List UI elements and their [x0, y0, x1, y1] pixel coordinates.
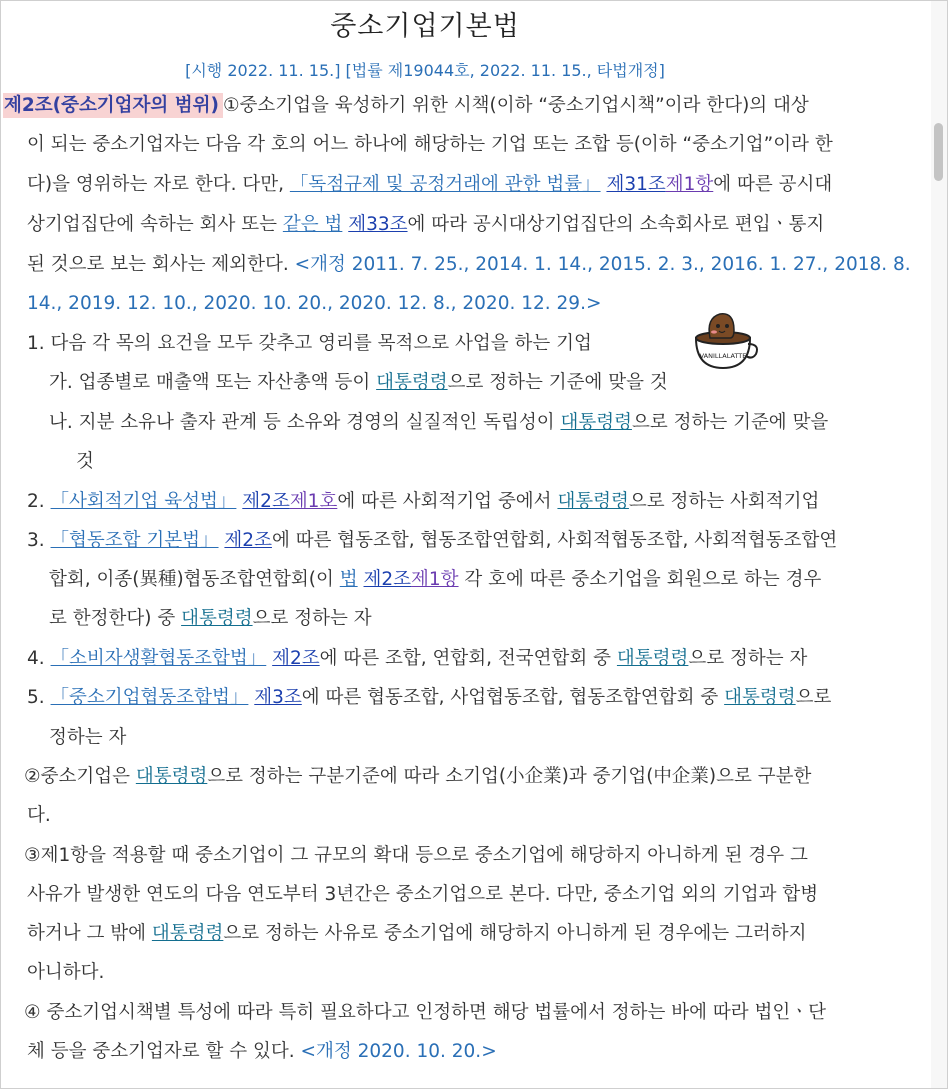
article-title: 제2조(중소기업자의 범위): [3, 93, 223, 118]
law-link-cooperatives[interactable]: 「협동조합 기본법」: [50, 530, 219, 551]
decree-link[interactable]: 대통령령: [616, 648, 689, 669]
amendment-history: <개정 2011. 7. 25., 2014. 1. 14., 2015. 2. 3., 2016. 1. 27., 2018. 8.: [294, 254, 911, 275]
paragraph-1-line-2: 이 되는 중소기업자는 다음 각 호의 어느 하나에 해당하는 기업 또는 조합 등(이하 “중소기업”이라 한: [27, 134, 833, 155]
article-link-2[interactable]: 제2조: [242, 491, 290, 512]
article-link-2[interactable]: 제2조: [272, 648, 320, 669]
paragraph-3-line-3: 하거나 그 밖에 대통령령으로 정하는 사유로 중소기업에 해당하지 아니하게 된 경우에는 그러하지: [27, 923, 807, 944]
item-5-cont: 정하는 자: [49, 727, 127, 748]
enforcement-info: [시행 2022. 11. 15.] [법률 제19044호, 2022. 11. 15., 타법개정]: [185, 61, 665, 80]
law-title: 중소기업기본법: [330, 11, 520, 42]
article-link-2[interactable]: 제2조: [224, 530, 272, 551]
decree-link[interactable]: 대통령령: [557, 491, 629, 512]
law-link-sme-coop[interactable]: 「중소기업협동조합법」: [50, 687, 249, 708]
article-link-2[interactable]: 제2조: [363, 569, 412, 590]
item-3-line-2: 합회, 이종(異種)협동조합연합회(이 법 제2조제1항 각 호에 따른 중소기업을 회원으로 하는 경우: [49, 569, 822, 590]
article-link-33[interactable]: 제33조: [348, 214, 408, 235]
same-law-link[interactable]: 같은 법: [282, 214, 343, 235]
item-3: 3. 「협동조합 기본법」 제2조에 따른 협동조합, 협동조합연합회, 사회적협동조합, 사회적협동조합연: [27, 530, 838, 551]
amendment-history: <개정 2020. 10. 20.>: [300, 1041, 497, 1062]
paragraph-link-1[interactable]: 제1항: [411, 569, 459, 590]
item-5: 5. 「중소기업협동조합법」 제3조에 따른 협동조합, 사업협동조합, 협동조합연합회 중 대통령령으로: [27, 687, 832, 708]
paragraph-2: ②중소기업은 대통령령으로 정하는 구분기준에 따라 소기업(小企業)과 중기업(中企業)으로 구분한: [24, 766, 812, 787]
item-4: 4. 「소비자생활협동조합법」 제2조에 따른 조합, 연합회, 전국연합회 중 대통령령으로 정하는 자: [27, 648, 808, 669]
decree-link[interactable]: 대통령령: [181, 608, 253, 629]
paragraph-3-line-1: ③제1항을 적용할 때 중소기업이 그 규모의 확대 등으로 중소기업에 해당하지 아니하게 된 경우 그: [24, 845, 808, 866]
watermark-text: VANILLALATTE: [699, 352, 747, 360]
coffee-cup-icon: [690, 308, 760, 372]
amendment-history-cont: 14., 2019. 12. 10., 2020. 10. 20., 2020. 12. 8., 2020. 12. 29.>: [27, 293, 602, 314]
decree-link[interactable]: 대통령령: [135, 766, 208, 787]
paragraph-1-line-1: 제2조(중소기업자의 범위) ①중소기업을 육성하기 위한 시책(이하 “중소기업시책”이라 한다)의 대상: [4, 95, 809, 116]
law-link-consumer-coop[interactable]: 「소비자생활협동조합법」: [50, 648, 267, 669]
paragraph-1-line-4: 상기업집단에 속하는 회사 또는 같은 법 제33조에 따라 공시대상기업집단의 소속회사로 편입ㆍ통지: [27, 214, 825, 235]
scrollbar-thumb[interactable]: [934, 123, 943, 181]
paragraph-4-line-2: 체 등을 중소기업자로 할 수 있다. <개정 2020. 10. 20.>: [27, 1041, 497, 1062]
item-1-ga: 가. 업종별로 매출액 또는 자산총액 등이 대통령령으로 정하는 기준에 맞을 것: [49, 372, 668, 393]
item-1-na-cont: 것: [76, 451, 94, 472]
law-link-fair-trade[interactable]: 「독점규제 및 공정거래에 관한 법률」: [289, 174, 601, 195]
decree-link[interactable]: 대통령령: [724, 687, 796, 708]
paragraph-3-line-4: 아니하다.: [27, 962, 105, 983]
paragraph-4-line-1: ④ 중소기업시책별 특성에 따라 특히 필요하다고 인정하면 해당 법률에서 정하는 바에 따라 법인ㆍ단: [24, 1002, 826, 1023]
scrollbar[interactable]: [931, 1, 947, 1088]
law-link-social-enterprise[interactable]: 「사회적기업 육성법」: [50, 491, 237, 512]
item-1-na: 나. 지분 소유나 출자 관계 등 소유와 경영의 실질적인 독립성이 대통령령으로 정하는 기준에 맞을: [49, 412, 829, 433]
item-3-line-3: 로 한정한다) 중 대통령령으로 정하는 자: [49, 608, 372, 629]
paragraph-link-1[interactable]: 제1항: [665, 174, 714, 195]
item-2: 2. 「사회적기업 육성법」 제2조제1호에 따른 사회적기업 중에서 대통령령으로 정하는 사회적기업: [27, 491, 820, 512]
this-law-link[interactable]: 법: [339, 569, 358, 590]
paragraph-1-line-3: 다)을 영위하는 자로 한다. 다만, 「독점규제 및 공정거래에 관한 법률」 제31조제1항에 따른 공시대: [27, 174, 833, 195]
article-link-3[interactable]: 제3조: [254, 687, 302, 708]
decree-link[interactable]: 대통령령: [560, 412, 632, 433]
paragraph-3-line-2: 사유가 발생한 연도의 다음 연도부터 3년간은 중소기업으로 본다. 다만, 중소기업 외의 기업과 합병: [27, 884, 819, 905]
item-1: 1. 다음 각 목의 요건을 모두 갖추고 영리를 목적으로 사업을 하는 기업: [27, 333, 592, 354]
paragraph-1-line-5: 된 것으로 보는 회사는 제외한다. <개정 2011. 7. 25., 2014. 1. 14., 2015. 2. 3., 2016. 1. 27., 2018. 8.: [27, 254, 911, 275]
decree-link[interactable]: 대통령령: [376, 372, 448, 393]
paragraph-2-cont: 다.: [27, 805, 51, 826]
decree-link[interactable]: 대통령령: [151, 923, 224, 944]
paragraph-1-line-6: [27, 292, 601, 316]
article-link-31[interactable]: 제31조: [606, 174, 666, 195]
subparagraph-link-1[interactable]: 제1호: [289, 491, 338, 512]
